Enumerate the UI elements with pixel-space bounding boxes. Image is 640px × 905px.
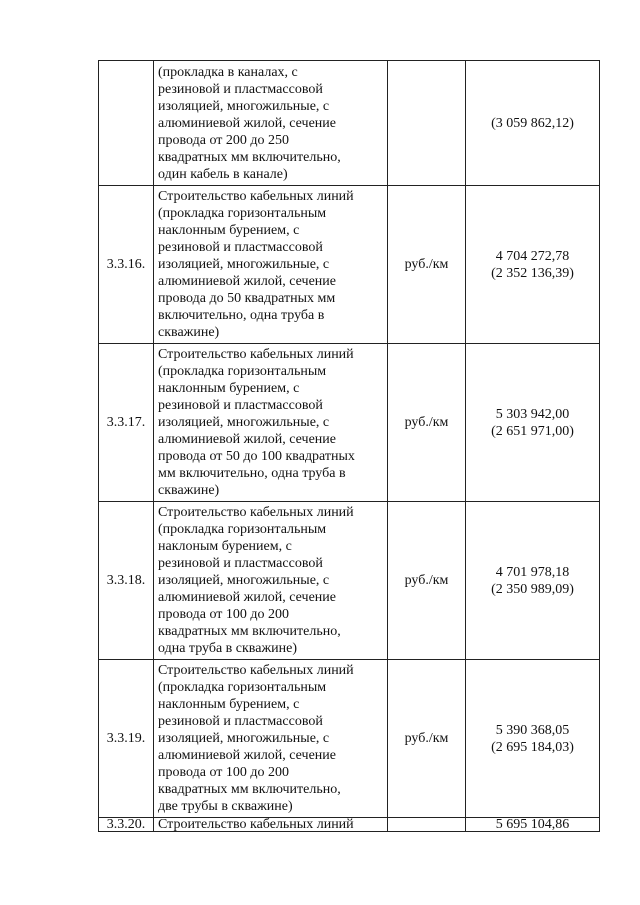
description-line: наклонным бурением, с xyxy=(158,223,300,238)
description-line: Строительство кабельных линий xyxy=(158,663,354,678)
description-line: Строительство кабельных линий xyxy=(158,817,354,832)
description-cell xyxy=(154,344,388,502)
description-line: резиновой и пластмассовой xyxy=(158,398,323,413)
description-line: квадратных мм включительно, xyxy=(158,624,341,639)
row-number: 3.3.16. xyxy=(106,257,146,272)
unit-cell xyxy=(388,502,466,660)
price-cell xyxy=(466,61,600,186)
description-line: алюминиевой жилой, сечение xyxy=(158,748,337,763)
description-line: наклонным бурением, с xyxy=(158,381,300,396)
description-line: алюминиевой жилой, сечение xyxy=(158,590,337,605)
description-cell xyxy=(154,186,388,344)
unit-cell xyxy=(388,186,466,344)
description-line: резиновой и пластмассовой xyxy=(158,81,323,97)
row-number-cell xyxy=(99,502,154,660)
price-cell xyxy=(466,660,600,818)
unit-cell xyxy=(388,61,466,186)
description-line: квадратных мм включительно, xyxy=(158,782,341,797)
description-line: изоляцией, многожильные, с xyxy=(158,98,330,114)
description-cell xyxy=(154,502,388,660)
table-row xyxy=(99,61,600,186)
description-line: изоляцией, многожильные, с xyxy=(158,415,330,430)
price-line: (2 695 184,03) xyxy=(491,739,574,755)
row-number-cell xyxy=(99,186,154,344)
description-line: провода от 200 до 250 xyxy=(158,132,289,148)
description-line: алюминиевой жилой, сечение xyxy=(158,115,337,131)
description-line: две трубы в скважине) xyxy=(158,799,293,814)
description-line: наклонным бурением, с xyxy=(158,697,300,712)
row-number: 3.3.20. xyxy=(106,817,146,832)
description-line: одна труба в скважине) xyxy=(158,641,297,656)
description-cell xyxy=(154,61,388,186)
description-line: провода от 100 до 200 xyxy=(158,607,289,622)
unit-cell xyxy=(388,660,466,818)
table-row xyxy=(99,502,600,660)
unit: руб./км xyxy=(404,257,449,272)
description-line: (прокладка в каналах, с xyxy=(158,64,298,80)
row-number-cell xyxy=(99,344,154,502)
description-line: один кабель в канале) xyxy=(158,166,288,182)
description-line: изоляцией, многожильные, с xyxy=(158,573,330,588)
price-line: (3 059 862,12) xyxy=(491,115,574,131)
description-line: скважине) xyxy=(158,325,220,340)
price-line: 5 303 942,00 xyxy=(495,406,570,422)
description-line: Строительство кабельных линий xyxy=(158,347,354,362)
description-line: провода от 100 до 200 xyxy=(158,765,289,780)
description-line: (прокладка горизонтальным xyxy=(158,364,327,379)
description-line: изоляцией, многожильные, с xyxy=(158,257,330,272)
description-line: алюминиевой жилой, сечение xyxy=(158,432,337,447)
description-line: (прокладка горизонтальным xyxy=(158,680,327,695)
unit: руб./км xyxy=(404,731,449,746)
description-line: скважине) xyxy=(158,483,220,498)
price-cell xyxy=(466,818,600,832)
description-line: Строительство кабельных линий xyxy=(158,505,354,520)
price-line: 5 390 368,05 xyxy=(495,722,570,738)
description-line: включительно, одна труба в xyxy=(158,308,325,323)
description-line: изоляцией, многожильные, с xyxy=(158,731,330,746)
description-line: резиновой и пластмассовой xyxy=(158,714,323,729)
row-number-cell xyxy=(99,61,154,186)
description-line: провода до 50 квадратных мм xyxy=(158,291,336,306)
unit: руб./км xyxy=(404,415,449,430)
description-cell xyxy=(154,660,388,818)
description-line: резиновой и пластмассовой xyxy=(158,240,323,255)
row-number: 3.3.19. xyxy=(106,731,146,746)
row-number: 3.3.17. xyxy=(106,415,146,430)
table-row xyxy=(99,818,600,832)
description-line: мм включительно, одна труба в xyxy=(158,466,346,481)
unit-cell xyxy=(388,818,466,832)
table-row xyxy=(99,660,600,818)
row-number-cell xyxy=(99,818,154,832)
tariff-table xyxy=(98,60,600,832)
table-row xyxy=(99,344,600,502)
description-line: наклоным бурением, с xyxy=(158,539,292,554)
price-line: 4 704 272,78 xyxy=(495,248,570,264)
description-line: резиновой и пластмассовой xyxy=(158,556,323,571)
row-number-cell xyxy=(99,660,154,818)
unit-cell xyxy=(388,344,466,502)
price-line: (2 352 136,39) xyxy=(491,265,574,281)
price-cell xyxy=(466,502,600,660)
price-cell xyxy=(466,344,600,502)
row-number: 3.3.18. xyxy=(106,573,146,588)
description-line: Строительство кабельных линий xyxy=(158,189,354,204)
description-line: (прокладка горизонтальным xyxy=(158,522,327,537)
description-line: провода от 50 до 100 квадратных xyxy=(158,449,355,464)
price-line: 4 701 978,18 xyxy=(495,564,570,580)
price-cell xyxy=(466,186,600,344)
description-cell xyxy=(154,818,388,832)
description-line: квадратных мм включительно, xyxy=(158,149,341,165)
price-line: (2 350 989,09) xyxy=(491,581,574,597)
description-line: (прокладка горизонтальным xyxy=(158,206,327,221)
table-row xyxy=(99,186,600,344)
description-line: алюминиевой жилой, сечение xyxy=(158,274,337,289)
unit: руб./км xyxy=(404,573,449,588)
price-line: 5 695 104,86 xyxy=(495,817,570,832)
price-line: (2 651 971,00) xyxy=(491,423,574,439)
